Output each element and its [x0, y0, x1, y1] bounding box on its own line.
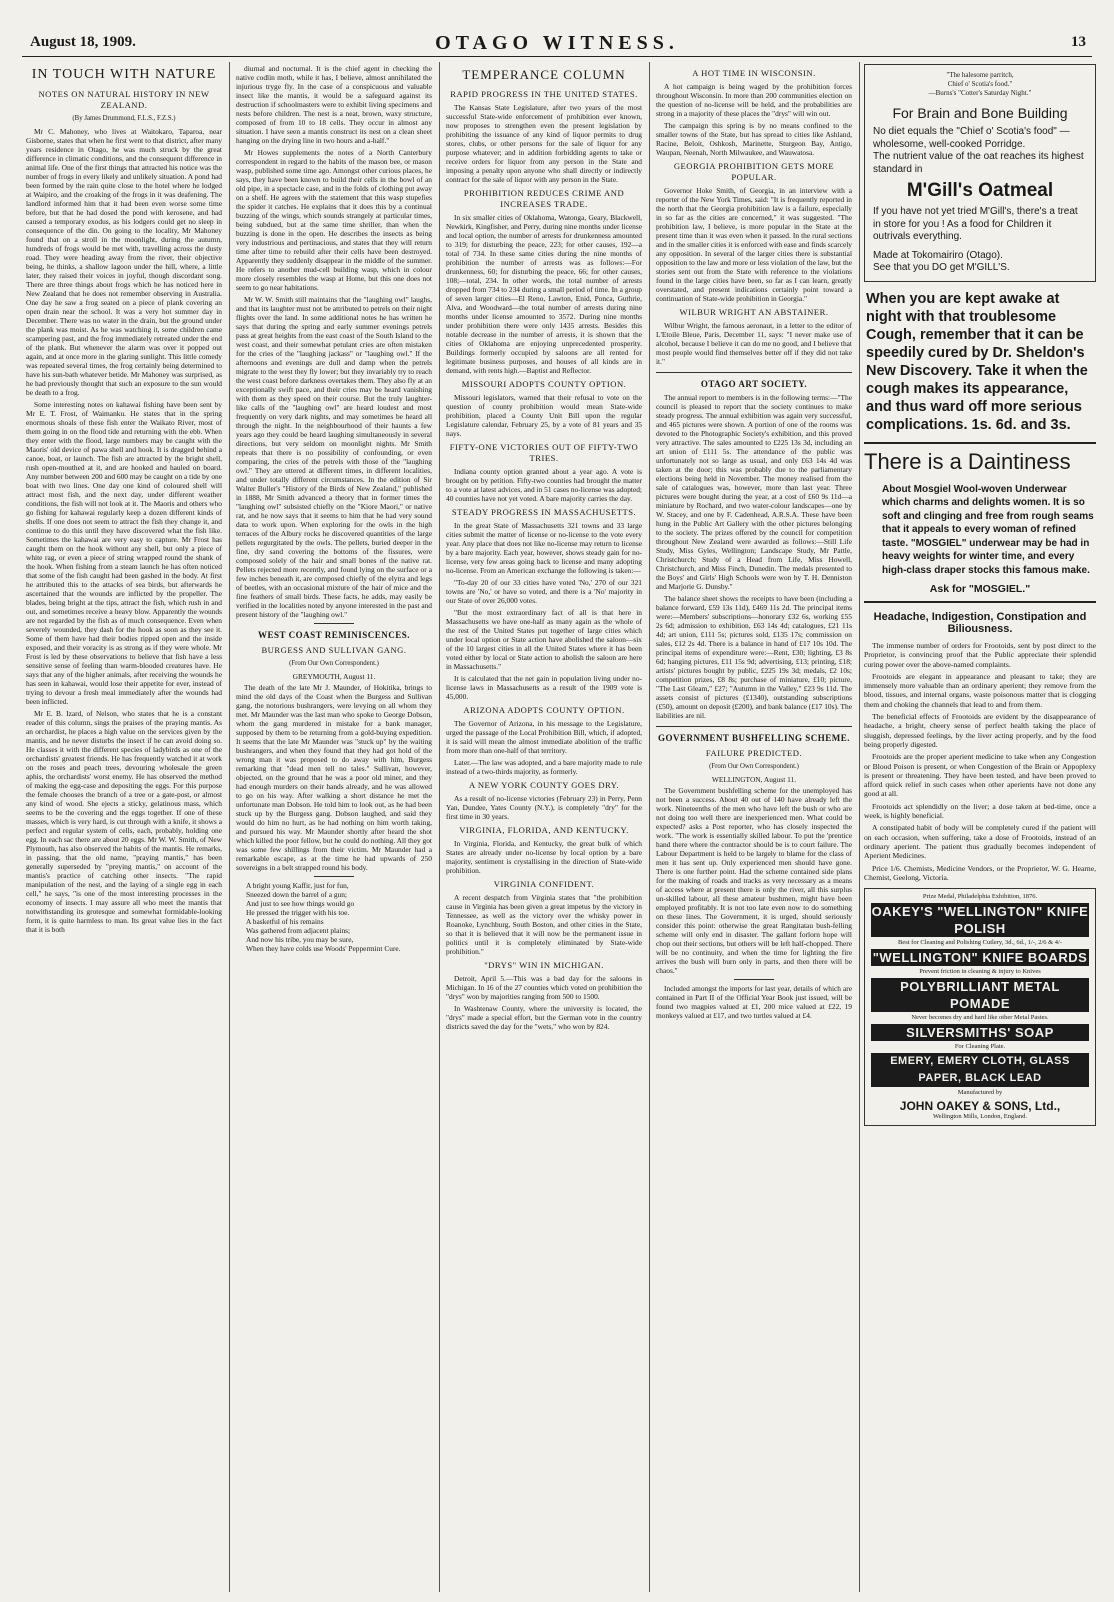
bushfelling-heading: GOVERNMENT BUSHFELLING SCHEME.	[657, 733, 851, 743]
column-wisconsin-society	[656, 64, 852, 1590]
oatmeal-text: See that you DO get M'GILL'S.	[873, 262, 1010, 273]
divider	[734, 979, 774, 980]
west-coast-heading: WEST COAST REMINISCENCES.	[258, 630, 410, 640]
oakey-medal: Prize Medal, Philadelphia Exhibition, 1876.	[922, 893, 1038, 901]
section-title: VIRGINIA, FLORIDA, AND KENTUCKY.	[459, 825, 629, 835]
frootoids-paragraph: Frootoids are elegant in appearance and pleasant to take; they are immensely more valuable than an ordinary aperient; they remove from the blood, tissues, and internal organs, waste poisonous matter that is clogging them and choking the channels that lead to and from them.	[864, 671, 1096, 709]
section-title: A HOT TIME IN WISCONSIN.	[692, 68, 816, 78]
poem	[236, 881, 432, 953]
oakey-knife-boards: "WELLINGTON" KNIFE BOARDS	[872, 950, 1088, 966]
column-nature	[26, 64, 222, 1590]
oakey-silversmiths-soap: SILVERSMITHS' SOAP	[871, 1024, 1089, 1041]
frootoids-paragraph: The immense number of orders for Frootoids, sent by post direct to the Proprietor, is convincing proof that the Public appreciate their splendid curing power over the above-named complaints.	[864, 641, 1096, 669]
article-paragraph: Some interesting notes on kahawai fishing have been sent by Mr E. T. Frost, of Waimanku. He states that in the spring enormous shoals of these fish enter the Waikato River, most of them going in on the flood tide and returning with the ebb. When they enter with the flood, large numbers may be caught with the Maoris' old device of pawa shell and hook. It is dragged behind a canoe, boat, or launch. The fish are attracted by the bright shell, rush open-mouthed at it, and are hooked and hauled on board. Any number between 200 and 600 may be caught on a tide by one boat with two lines. One day one kind of coloured shell will attract most fish, and the next day, under different weather conditions, the fish will not look at it. The Maoris and others who go fishing for kahawai regularly keep a dozen different kinds of shells. If one does not seem to attract the fish they change it, and continue to do this until they have discovered what the fish like. Sometimes the kahawai are very easy to capture. Mr Frost has caught them on the hook without any shell, but only a piece of white rag, or even a piece of string wrapped round the shank of the hook. When fishing from a steam launch he has often noticed that some of the fish caught had been gashed in the body. At first he attributed this to the attacks of sea birds, but afterwards he ascertained that the wounds are inflicted by the propeller. The blades, being bright at the tips, attract the fish, which rush in and out, and sometimes receive a heavy blow. Apparently the wounds are not regarded by the fish as of much consequence. Even when severely wounded, they dash for the hook as soon as they see it. Some of them have had their bodies ripped open and the inside exposed, and their voracity is as strong as if they were whole. Mr Frost is led by these observations to believe that fish have a less sensitive sense of feeling than warm-blooded creatures have. He says that any of the higher animals, after receiving the wounds he has seen in kahawai, would lose their appetite for ever, instead of trying to devour a fresh meal immediately after the wounds had been inflicted.	[26, 400, 222, 706]
cough-cure-advert: When you are kept awake at night with that troublesome Cough, remember that it can be speedily cured by Dr. Sheldon's New Discovery. Take it when the cough makes its appearance, and thus ward off more serious complications. 1s. 6d. and 3s.	[866, 290, 1088, 433]
mosgiel-text: About Mosgiel Wool-woven Underwear which charms and delights women. It is so soft and clinging and free from rough seams that it appeals to every woman of refined taste. "MOSGIEL" underwear may be had in heavy weights for winter time, and every high-class draper stocks this famous make.	[882, 483, 1094, 576]
oatmeal-text: If you have not yet tried M'Gill's, there's a treat in store for you ! As a food for Children it outrivals everything.	[873, 206, 1078, 242]
frootoids-paragraph: Price 1/6. Chemists, Medicine Vendors, or the Proprietor, W. G. Hearne, Chemist, Geelong, Victoria.	[864, 863, 1096, 882]
article-paragraph: Missouri legislators, warned that their refusal to vote on the question of county prohibition would mean State-wide prohibition, placed a County Unit Bill upon the regular Legislature calendar, February 25, by a vote of 81 years and 35 nays.	[446, 393, 642, 438]
column-rule	[229, 62, 230, 1592]
oatmeal-text: Made at Tokomairiro (Otago).	[873, 249, 1003, 261]
art-society-heading: OTAGO ART SOCIETY.	[700, 379, 808, 389]
column-rule	[439, 62, 440, 1592]
advertisements-column	[864, 64, 1096, 1590]
section-title: GEORGIA PROHIBITION GETS MORE POPULAR.	[673, 161, 835, 182]
article-paragraph: In the great State of Massachusetts 321 towns and 33 large cities submit the matter of license or no-license to the vote every year. Any place that does not like no-license may return to license by a bare majority. Each year, however, shows steady gain for no-license, very few areas going back to license and many adopting no-license. From an American exchange the following is taken:—	[446, 521, 642, 575]
poem-line: And now his tribe, you may be sure,	[246, 935, 354, 944]
oatmeal-advert	[864, 64, 1096, 282]
page-number: 13	[1071, 34, 1086, 50]
frootoids-paragraph: Frootoids are the proper aperient medicine to take when any Congestion or Blood Poison is present, or when Congestion of the Brain or Appoplexy is present or threatening. They have been tested, and have been proved to afford quick relief in such cases when other aperients have not done any good at all.	[864, 752, 1096, 799]
article-paragraph: Detroit, April 5.—This was a bad day for the saloons in Michigan. In 16 of the 27 counties which voted on prohibition the "drys" won by majorities ranging from 500 to 1500.	[446, 974, 642, 1001]
burns-quote-line: Chief o' Scotia's food."	[947, 80, 1013, 88]
frootoids-advert	[864, 611, 1096, 882]
oakey-address: Wellington Mills, London, England.	[932, 1113, 1028, 1121]
bushfelling-dateline: WELLINGTON, August 11.	[711, 775, 797, 784]
article-paragraph: In Washtenaw County, where the university is located, the "drys" made a special effort, but the German vote in the country districts saved the day for the "wets," who won by 824.	[446, 1004, 642, 1031]
article-paragraph: Included amongst the imports for last year, details of which are contained in Part II of the Official Year Book just issued, will be found two magpies valued at £1, 200 mice valued at £22, 19 monkeys valued at £17, and two turtles valued at £4.	[656, 984, 852, 1020]
oatmeal-text: The nutrient value of the oat reaches its highest standard in	[873, 151, 1084, 175]
article-paragraph: Mr E. B. Izard, of Nelson, who states that he is a constant reader of this column, sings the praises of the praying mantis. As an orchardist, he places a high value on the services given by the mantis, and he never disturbs the insect if he can avoid doing so. He classes it with the different species of ladybirds as one of the orchardists' greatest friends. He has frequently watched it at work on the roses and peach trees, devouring wholesale the green aphis, the orchardists' worst enemy. He has observed the method of making the egg-case and depositing the eggs. For this purpose the female chooses the branch of a tree or a gate-post, or almost any kind of wood. She ejects a sticky, gelatinous mass, which seems to be the covering and the eggs together. If one of these masses, which is very hard, is cut through with a knife, it shows a perfect and regular system of cells, each, probably, holding one egg. In each sac there are about 20 eggs. Mr W. W. Smith, of New Plymouth, has also observed the habits of the mantis. He remarks, in passing, that the old name, "praying mantis," has been generally superseded by "preying mantis," on account of the mantis's practice of catching other insects. "The rapid manipulation of the nest, and the laying of a single egg in each cell," he says, "is one of the most interesting processes in the economy of insects. I may assure all who meet the mantis that notwithstanding its grotesque and somewhat formidable-looking form, it is quite harmless to man. Its great value lies in the fact that it is both	[26, 709, 222, 934]
poem-line: A basketful of his remains	[246, 917, 324, 926]
frootoids-body	[864, 641, 1096, 882]
oakey-line: Prevent friction in cleaning & injury to Knives	[919, 968, 1041, 976]
section-title: FIFTY-ONE VICTORIES OUT OF FIFTY-TWO TRIES.	[449, 442, 639, 463]
section-title: PROHIBITION REDUCES CRIME AND INCREASES TRADE.	[463, 188, 625, 209]
article-paragraph: A recent despatch from Virginia states that "the prohibition cause in Virginia has been given a great impetus by the victory in Tennessee, as well as the victory over the whisky power in Roanoke, Lynchburg, South Boston, and other cities in the State, so that it is believed that it will now be the permanent issue in politics until it is completely eliminated by State-wide prohibition."	[446, 893, 642, 956]
divider	[656, 372, 852, 373]
section-title: "DRYS" WIN IN MICHIGAN.	[484, 960, 604, 970]
divider	[314, 623, 354, 624]
section-title: VIRGINIA CONFIDENT.	[493, 879, 595, 889]
section-title: RAPID PROGRESS IN THE UNITED STATES.	[450, 89, 638, 99]
burns-quote-line: "The halesome parritch,	[946, 71, 1014, 79]
oakey-line: Manufactured by	[957, 1089, 1003, 1097]
article-paragraph: A hot campaign is being waged by the prohibition forces throughout Wisconsin. In more than 200 communities election on the question of no-license will be held, and the probabilities are strong in a majority of these places the "drys" will win out.	[656, 82, 852, 118]
column-nature-continued	[236, 64, 432, 1590]
frootoids-paragraph: A constipated habit of body will be completely cured if the patient will on each occasion, when suffering, take a dose of Frootoids, instead of an ordinary aperient. The patient thus gradually becomes independent of Aperient Medicines.	[864, 823, 1096, 861]
article-paragraph: The balance sheet shows the receipts to have been (including a balance forward, £59 13s 11d), £469 11s 2d. The principal items were:—Members' subscriptions—honorary £32 6s, working £55 2s 6d; admission to exhibition, £63 14s 4d; catalogues, £21 11s 4d; art union, £111 5s; pictures sold, £135 17s; commission on sales, £12 2s 4d. There is a balance in hand of £17 10s 10d. The principal items of expenditure were:—Rent, £30; lighting, £3 8s 6d; hanging pictures, £11 15s 9d; advertising, £13; printing, £18; artists' pictures bought by public, £225 19s 3d; medals, £2 10s; competition prizes, £8 8s; purchase of miniature, £10; picture, "The Last Gleam," £27; "Autumn in the Valley," £23 9s 11d. The assets consist of pictures (£1340), outstanding subscriptions (£50), amount on deposit (£200), and bank balance (£17 10s). The liabilities are nil.	[656, 594, 852, 720]
frootoids-headline: Headache, Indigestion, Constipation and Biliousness.	[873, 611, 1087, 635]
article-paragraph: The campaign this spring is by no means confined to the smaller towns of the State, but has spread to cities like Ashland, Racine, Beloit, Oshkosh, Marinette, Sturgeon Bay, Antigo, Waupan, Neenah, North Milwaukee, and Wauwatosa.	[656, 121, 852, 157]
section-title: STEADY PROGRESS IN MASSACHUSETTS.	[451, 507, 637, 517]
article-paragraph: Indiana county option granted about a year ago. A vote is brought on by petition. Fifty-two counties had brought the matter to a vote at latest advices, and in 51 cases no-license was adopted; 40 counties have not yet voted. A bare majority carries the day.	[446, 467, 642, 503]
section-title: A NEW YORK COUNTY GOES DRY.	[468, 780, 620, 790]
article-paragraph: The Government bushfelling scheme for the unemployed has not been a success. About 40 out of 140 have already left the work. Nineteenths of the men who have left the bush or who are not doing too well there are inexperienced men. What could be expected? asks a Post reporter, who has closely inspected the work. "The work is essentially skilled labour. To put the 'prentice hand there where the contractor should be is to court failure. The Labour Department is held to be largely to blame for the class of men it has sent up. Only experienced men should have gone. There is one further point. Had the scheme contained side plans for the making of roads and tracks as very necessary as a means of access where at present there is only the river, all this surplus un-skilled labour, all these amateur bushmen, might have been employed profitably. It is not too late even now to do something on these lines. The Government, it is urged, should seriously consider this point: otherwise the great Rangitatau bush-felling scheme will only end in disaster. The gallant forlorn hope will chop out their sections, but others will be left half-chopped. There will be no continuity, and when the time for lighting the fire arrives the bush will burn only in parts, and then there will be chaos."	[656, 786, 852, 975]
article-paragraph: diurnal and nocturnal. It is the chief agent in checking the native codlin moth, while it has, I believe, almost annihilated the injurious tryge fly. In the case of a conspicuous and valuable insect like the mantis, it would be a safeguard against its destruction if schoolmasters were to exhibit living specimens and nests before children. The nest is a neat, brown, waxy structure, composed of from 10 to 18 cells. They occur in almost any situation. I have seen a mantis construct its nest on a clean sheet hanging on the drying line in two hours and a-half."	[236, 64, 432, 145]
section-title: ARIZONA ADOPTS COUNTY OPTION.	[463, 705, 625, 715]
oakey-advert	[864, 888, 1096, 1126]
bushfelling-subheading: FAILURE PREDICTED.	[705, 748, 803, 758]
newspaper-title: OTAGO WITNESS.	[435, 32, 679, 54]
article-paragraph: As a result of no-license victories (February 23) in Perry, Penn Yan, Dundee, Yates County (N.Y.), is completely "dry" for the first time in 30 years.	[446, 794, 642, 821]
mosgiel-ask: Ask for "MOSGIEL."	[864, 583, 1096, 603]
article-paragraph: Governor Hoke Smith, of Georgia, in an interview with a reporter of the New York Times, said: "It is frequently reported in the north that the Georgia prohibition law is a failure, especially in so far as the cities are concerned," it was suggested. "The prohibition law, I believe, is more popular in the State at the present time than it was even when it passed. In the rural sections and in the smaller cities it is enforced with ease and finds scarcely any opposition. In several of the larger cities there is substantial opposition to the law and more or less violation of the law, but the stories sent out from the State with reference to the violations found in the large cities have been, so far as I can learn, greatly overstated, and present indications certainly point toward a continuation of State-wide prohibition in Georgia."	[656, 186, 852, 303]
oatmeal-brand: M'Gill's Oatmeal	[906, 180, 1054, 201]
poem-line: A bright young Kaffir, just for fun,	[246, 881, 349, 890]
oatmeal-headline: For Brain and Bone Building	[892, 105, 1068, 121]
article-paragraph: Mr C. Mahoney, who lives at Waitokaro, Taparoa, near Gisborne, states that when he first went to that district, after many years residence in Otago, he was much struck by the great difference in climatic conditions, and the consequent difference in animal life. One of the first things that attracted his notice was the number of frogs in every likely and unlikely situation. A pond had been formed by the rain quite close to the hotel where he lodged at Waipiro, and the croaking of the frogs in it was deafening. The landlord informed him that it had been even worse some time before, but that he had dosed the pond with kerosene, and had caused a temporary exodus, as his lodgers could get no sleep in consequence of the din. On going to the locality, Mr Mahoney found that on a stroll in the moonlight, during the autumn, hundreds of frogs would be met with, travelling across the dusty road. They were heading away from the river, their objective being, he thinks, a shallow lagoon under the hill, where, a little later, they raised their voices in joyful, though discordant song. There are three things about frogs which he has noticed here in New Zealand that he does not remember observing in Australia. One day he saw a frog seated on a piece of plank covering an open drain near the school. It was a very hot summer day in December. There was no water in the drain, but the ground under the plank was moist. As he was watching it, some children came scampering past, and the frog immediately retreated under the end of the plank. But whenever the alarm was over it popped out again, and at once more in the glaring sunlight. This little comedy was repeated several times, the frog certainly being determined to have his sun-bath whatever betide. Mr Mahoney was surprised, as he had previously thought that such an exposure to the sun would be death to a frog.	[26, 127, 222, 397]
poem-line: Sneezed down the barrel of a gun;	[246, 890, 347, 899]
frootoids-paragraph: The beneficial effects of Frootoids are evident by the disappearance of headache, a bright, cheery sense of perfect health taking the place of sluggish, depressed feelings, by the liver acting properly, and by the food being properly digested.	[864, 712, 1096, 749]
poem-line: And just to see how things would go	[246, 899, 355, 908]
column-temperance	[446, 64, 642, 1590]
oatmeal-text: No diet equals the "Chief o' Scotia's food" — wholesome, well-cooked Porridge.	[873, 126, 1070, 150]
west-coast-byline: (From Our Own Correspondent.)	[289, 660, 379, 667]
column-rule	[649, 62, 650, 1592]
oakey-metal-pomade: POLYBRILLIANT METAL POMADE	[871, 978, 1089, 1012]
oakey-line: For Cleaning Plate.	[954, 1043, 1006, 1051]
article-paragraph: In Virginia, Florida, and Kentucky, the great bulk of which States are already under no-license by local option by a bare majority, sentiment is crystallising in the direction of State-wide prohibition.	[446, 839, 642, 875]
poem-line: Was gathered from adjacent plains;	[246, 926, 351, 935]
article-paragraph: The Governor of Arizona, in his message to the Legislature, urged the passage of the Local Prohibition Bill, which, if adopted, it is said will mean the almost immediate abolition of the traffic from more than one-half of that territory.	[446, 719, 642, 755]
poem-line: When they have colds use Woods' Peppermint Cure.	[246, 944, 401, 953]
issue-date: August 18, 1909.	[30, 34, 136, 50]
masthead	[22, 30, 1092, 57]
article-paragraph: Mr W. W. Smith still maintains that the "laughing owl" laughs, and that its laughter must not be attributed to petrels on their night flights over the land. In some additional notes he has written he says that during the spring and early summer evenings petrels pass at great heights from the east coast of the South Island to the west coast, and their somewhat petulant cries are often mistaken for the cries of the "laughing jackass" or "laughing owl." If the afternoons and evenings are dull and damp when the petrels migrate to the west they fly lower; but they invariably try to reach the west coast before darkness overtakes them. They also fly at an exceptionally swift pace, and their cries may be heard vanishing with them as they speed on their course. But the truly laughter-like calls of the "laughing owl" are heard loudest and most frequently on very dark nights, and may sometimes be heard all through the night. In the neighbourhood of their haunts a few years ago they could be heard laughing simultaneously in several directions, but very seldom on moonlight nights. Mr Smith repeats that there is no possibility of confounding, or even comparing, the cries of the petrels with those of the "laughing owl." They are uttered at different times, in different localities, and under totally different circumstances. In the edition of Sir Walter Buller's "History of the Birds of New Zealand," published in 1888, Mr Smith advanced a theory that in former times the "laughing owl" subsisted chiefly on the "Kiore Maori," or native rat, and he now says that it seems to him that he had very sound data to work upon. When exploring for the owls in the high terraces of the Albury rocks he discovered quantities of the large pellets regurgitated by the owls. The pellets, buried deeper in the fine, dry sand covering the bottoms of the fissures, were composed solely of the hair and small bones of the native rat. Pellets rejected more recently, and found lying on the surface or a few inches beneath it, are composed chiefly of the elytra and legs of beetles, with an occasional mixture of the hair of mice and the fine feathers of small birds. These facts, he adds, may easily be verified in the localities noted by anyone interested in the past and present history of the "laughing owl."	[236, 295, 432, 619]
section-title: WILBUR WRIGHT AN ABSTAINER.	[679, 307, 829, 317]
article-paragraph: "To-day 20 of our 33 cities have voted 'No,' 270 of our 321 towns are 'No,' or have so voted, and there is a 'No' majority in our State of over 26,000 votes.	[446, 578, 642, 605]
article-paragraph: The annual report to members is in the following terms:—"The council is pleased to report that the society continues to make steady progress. The annual exhibition was again very successful, and 465 pictures were shown. A portion of one of the rooms was devoted to the Photographic Society's exhibition, and this proved very attractive. The sales amounted to £225 13s 3d, including an art union of £111 5s. The attendance of the public was unfortunately not so large as usual, and only £63 14s 4d was taken at the door; this was probably due to the parliamentary elections being held in November. The money realised from the sale of catalogues was, however, more than last year. Three pictures were bought during the year, at a cost of £60 9s 11d—a miniature by Rochard, and two water-colour landscapes—one by W. Stacey, and one by F. Cadenhead, A.R.S.A. These have been hung in the Public Art Gallery with the other pictures belonging to the society. The prizes offered by the council for competition throughout New Zealand were awarded as follows:—Still Life Study, Miss Gyles, Wellington; Landscape Study, Mr Pattle, Christchurch; Study of a Head from Life, Miss Howell, Christchurch, and Miss Finch, Dunedin. The medals presented to the Boys' and Girls' High Schools were won by T. H. Denniston and Marjorie G. Dunsby."	[656, 393, 852, 591]
west-coast-dateline: GREYMOUTH, August 11.	[292, 672, 376, 681]
nature-heading: IN TOUCH WITH NATURE	[31, 67, 217, 82]
article-paragraph: Mr Howes supplements the notes of a North Canterbury correspondent in regard to the habits of the mason bee, or mason wasp, published some time ago. Amongst other curious places, he says, they have been known to build their cells in the bowl of an old pipe, in a spectacle case, and in the folds of clothing put away on a shelf. He agrees with the statement that this wasp stupefies the spider it catches. He explains that it does this by a continual buzzing of the wings, which sounds strangely at particular times, being subdued, but at the same time shriller, than when the buzzing is done in the open. He describes the insects as being very industrious and pertinacious, and states that they will return time after time to rebuild after their cells have been destroyed. Apparently they suddenly disappear in the middle of the summer. He refers to another mud-cell building wasp, which in colour more closely resembles the wasp at Home, but this one does not seem to go near habitations.	[236, 148, 432, 292]
nature-byline: (By James Drummond, F.L.S., F.Z.S.)	[72, 115, 176, 122]
section-title: MISSOURI ADOPTS COUNTY OPTION.	[461, 379, 627, 389]
temperance-heading: TEMPERANCE COLUMN	[462, 67, 626, 82]
oakey-line: Best for Cleaning and Polishing Cutlery, 3d., 6d., 1/-, 2/6 & 4/-	[897, 939, 1063, 947]
mosgiel-title: There is a Daintiness	[864, 442, 1096, 475]
oakey-knife-polish: OAKEY'S "WELLINGTON" KNIFE POLISH	[871, 904, 1089, 937]
west-coast-subheading: BURGESS AND SULLIVAN GANG.	[261, 645, 407, 655]
article-paragraph: Later.—The law was adopted, and a bare majority made to rule instead of a two-thirds majority, as formerly.	[446, 758, 642, 776]
divider	[314, 876, 354, 877]
column-rule	[859, 62, 860, 1592]
oakey-maker: JOHN OAKEY & SONS, Ltd.,	[899, 1099, 1061, 1114]
poem-line: He pressed the trigger with his toe.	[246, 908, 350, 917]
article-paragraph: In six smaller cities of Oklahoma, Watonga, Geary, Blackwell, Newkirk, Kingfisher, and Perry, during nine months under license and local option, the number of arrests for drunkenness amounted to 319; for disturbing the peace, 223; for other causes, 192—a total of 734. In these same cities during the nine months of prohibition the number of arrests was as follows:—For drunkenness, 60; for disturbing the peace, 66; for other causes, 108;—total, 234. In other words, the total number of arrests dropped from 734 to 234 during a small period of time. In a group of seven larger cities—El Reno, Lawton, Enid, Ponca, Guthrie, Alva, and Woodward—the total number of arrests during nine months under license amounted to 3572. During nine months under prohibition there were only 1435 arrests. Besides this notable decrease in the number of arrests, it is shown that the cities of Oklahoma are enjoying unprecedented prosperity. Buildings formerly occupied by saloons are all rented for legitimate business purposes, and houses of all kinds are in demand, with rents high.—Baptist and Reflector.	[446, 213, 642, 375]
article-paragraph: It is calculated that the net gain in population living under no-license laws in Massachusetts as a result of the 1909 vote is 45,000.	[446, 674, 642, 701]
article-paragraph: The Kansas State Legislature, after two years of the most successful State-wide enforcement of prohibition ever known, now proposes to strengthen even the present legislation by prohibiting the issuance of any kind of liquor permits to drug stores, clubs, or other persons for the sale of liquor for any purpose whatever; and in addition forbidding agents to take or receive orders for liquor from any person in the State and imposing a penalty upon anyone who shall directly or indirectly contract for the sale of liquor with any person in the State.	[446, 103, 642, 184]
oakey-emery-cloth: EMERY, EMERY CLOTH, GLASS PAPER, BLACK LEAD	[871, 1053, 1089, 1087]
nature-subheading: NOTES ON NATURAL HISTORY IN NEW ZEALAND.	[38, 89, 210, 110]
burns-quote-line: —Burns's "Cotter's Saturday Night."	[928, 89, 1032, 97]
divider	[656, 726, 852, 727]
bushfelling-byline: (From Our Own Correspondent.)	[709, 763, 799, 770]
article-paragraph: "But the most extraordinary fact of all is that here in Massachusetts we have one-half as many again as the whole of the rest of the United States put together of large cities which under local option or State action have abolished the saloon—six of the 10 largest cities in all the United States where it has been voted either by local or State action to abolish the saloon are here in Massachusetts."	[446, 608, 642, 671]
oakey-line: Never becomes dry and hard like other Metal Pastes.	[911, 1014, 1049, 1022]
article-paragraph: Wilbur Wright, the famous aeronaut, in a letter to the editor of L'Etoile Bleue, Paris, December 11, says: "I never make use of alcohol, because I believe it can do me no good, and I believe that most people would find themselves better off if they did not take it."	[656, 321, 852, 366]
frootoids-paragraph: Frootoids act splendidly on the liver; a dose taken at bed-time, once a week, is highly beneficial.	[864, 801, 1096, 821]
article-paragraph: The death of the late Mr J. Maunder, of Hokitika, brings to mind the old days of the Coast when the Burgess and Sullivan gang, the notorious bushrangers, were levying on all whom they met. Mr Maunder was the last man who spoke to George Dobson, whom the gang murdered in mistake for a bank manager, supposed by them to be returning from a gold-buying expedition. It seems that the late Mr Maunder was "stuck up" by the waiting bushrangers, and when they found that they had got hold of the wrong man it was proposed to do away with him, Burgess remarking that "dead men tell no tales." Sullivan, however, objected, on the ground that he was a poor old miner, and they had enough murders on their hands already, and he was allowed to go on his way. After walking a short distance he met the unfortunate man Dobson. He told him to look out, as he had been stuck up by the Burgess gang. Dobson laughed, and said they would do him no hurt, as he had nothing on him worth taking, and pursued his way. Mr Maunder shortly after heard the shot which killed the poor fellow, but he could do nothing. All they got was some few shillings from their victim. Mr Maunder had a remarkable escape, as at the time he had upwards of 250 sovereigns in a belt strapped round his body.	[236, 683, 432, 872]
mosgiel-advert	[864, 442, 1096, 604]
